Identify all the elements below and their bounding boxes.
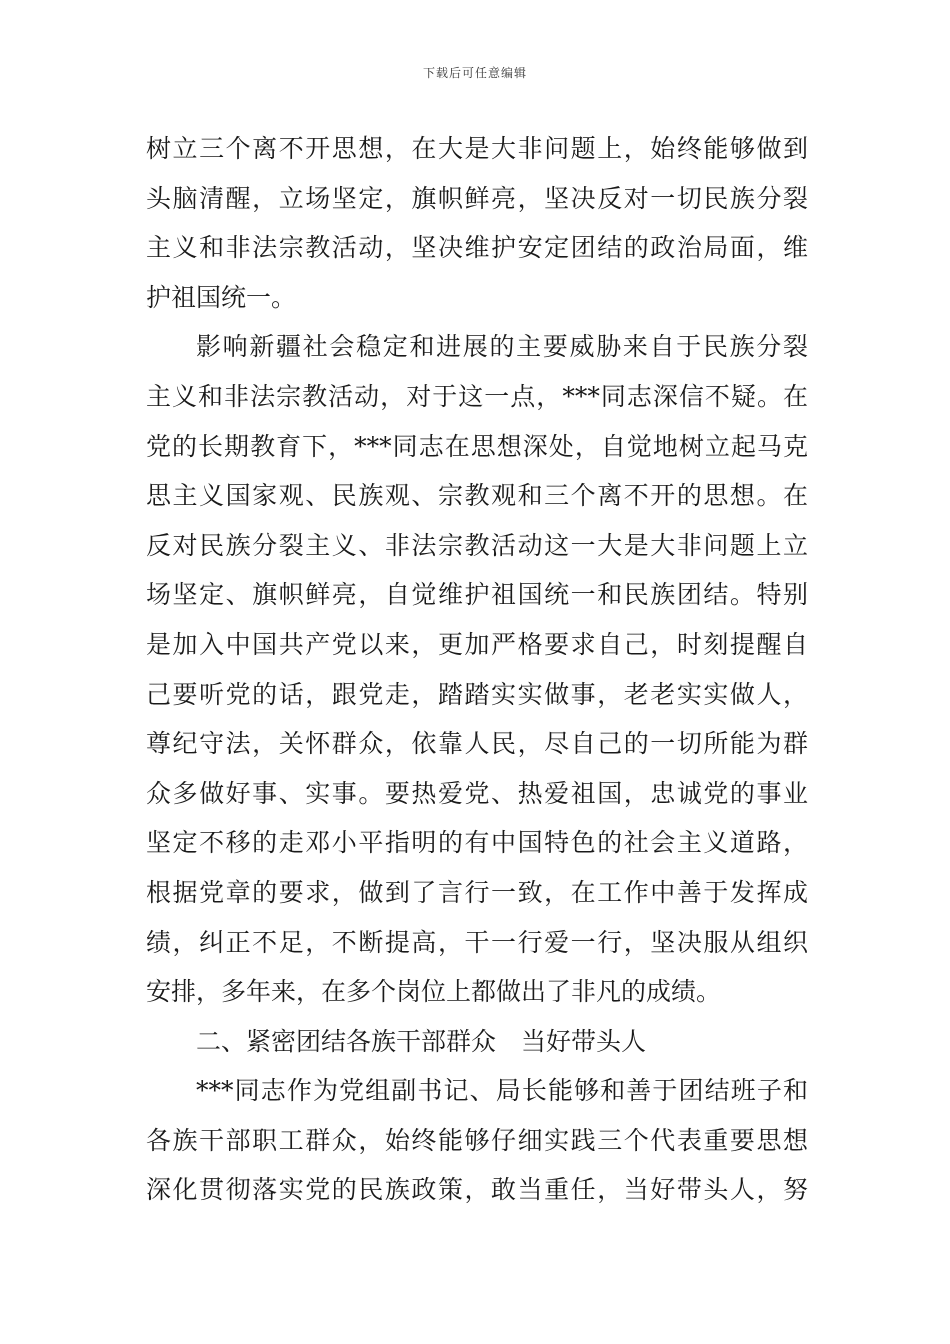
paragraph-start: 影响新疆社会稳定和进展的主要威胁来自于民族分裂 — [196, 332, 808, 362]
text-line: 安排，多年来，在多个岗位上都做出了非凡的成绩。 — [146, 977, 722, 1007]
paragraph-start: ***同志作为党组副书记、局长能够和善于团结班子和 — [196, 1076, 808, 1106]
text-line: 思主义国家观、民族观、宗教观和三个离不开的思想。在 — [146, 481, 808, 511]
text-line: 尊纪守法，关怀群众，依靠人民，尽自己的一切所能为群 — [146, 729, 808, 759]
section-heading: 二、紧密团结各族干部群众 当好带头人 — [196, 1026, 647, 1056]
text-line: 党的长期教育下，***同志在思想深处，自觉地树立起马克 — [146, 431, 808, 461]
text-line: 护祖国统一。 — [146, 282, 297, 312]
text-line: 反对民族分裂主义、非法宗教活动这一大是大非问题上立 — [146, 530, 808, 560]
text-line: 头脑清醒，立场坚定，旗帜鲜亮，坚决反对一切民族分裂 — [146, 183, 808, 213]
text-line: 深化贯彻落实党的民族政策，敢当重任，当好带头人，努 — [146, 1175, 808, 1205]
text-line: 主义和非法宗教活动，坚决维护安定团结的政治局面，维 — [146, 233, 808, 263]
body-text — [146, 124, 808, 1215]
page-header: 下载后可任意编辑 — [422, 66, 527, 80]
text-line: 主义和非法宗教活动，对于这一点，***同志深信不疑。在 — [146, 381, 808, 411]
text-line: 根据党章的要求，做到了言行一致，在工作中善于发挥成 — [146, 877, 808, 907]
text-line: 绩，纠正不足，不断提高，干一行爱一行，坚决服从组织 — [146, 927, 808, 957]
text-line: 各族干部职工群众，始终能够仔细实践三个代表重要思想 — [146, 1125, 808, 1155]
text-line: 树立三个离不开思想，在大是大非问题上，始终能够做到 — [146, 134, 808, 163]
text-line: 众多做好事、实事。要热爱党、热爱祖国，忠诚党的事业 — [146, 778, 808, 808]
text-line: 场坚定、旗帜鲜亮，自觉维护祖国统一和民族团结。特别 — [146, 580, 808, 610]
text-line: 坚定不移的走邓小平指明的有中国特色的社会主义道路， — [146, 828, 808, 858]
text-line: 是加入中国共产党以来，更加严格要求自己，时刻提醒自 — [146, 629, 808, 659]
text-line: 己要听党的话，跟党走，踏踏实实做事，老老实实做人， — [146, 679, 808, 709]
